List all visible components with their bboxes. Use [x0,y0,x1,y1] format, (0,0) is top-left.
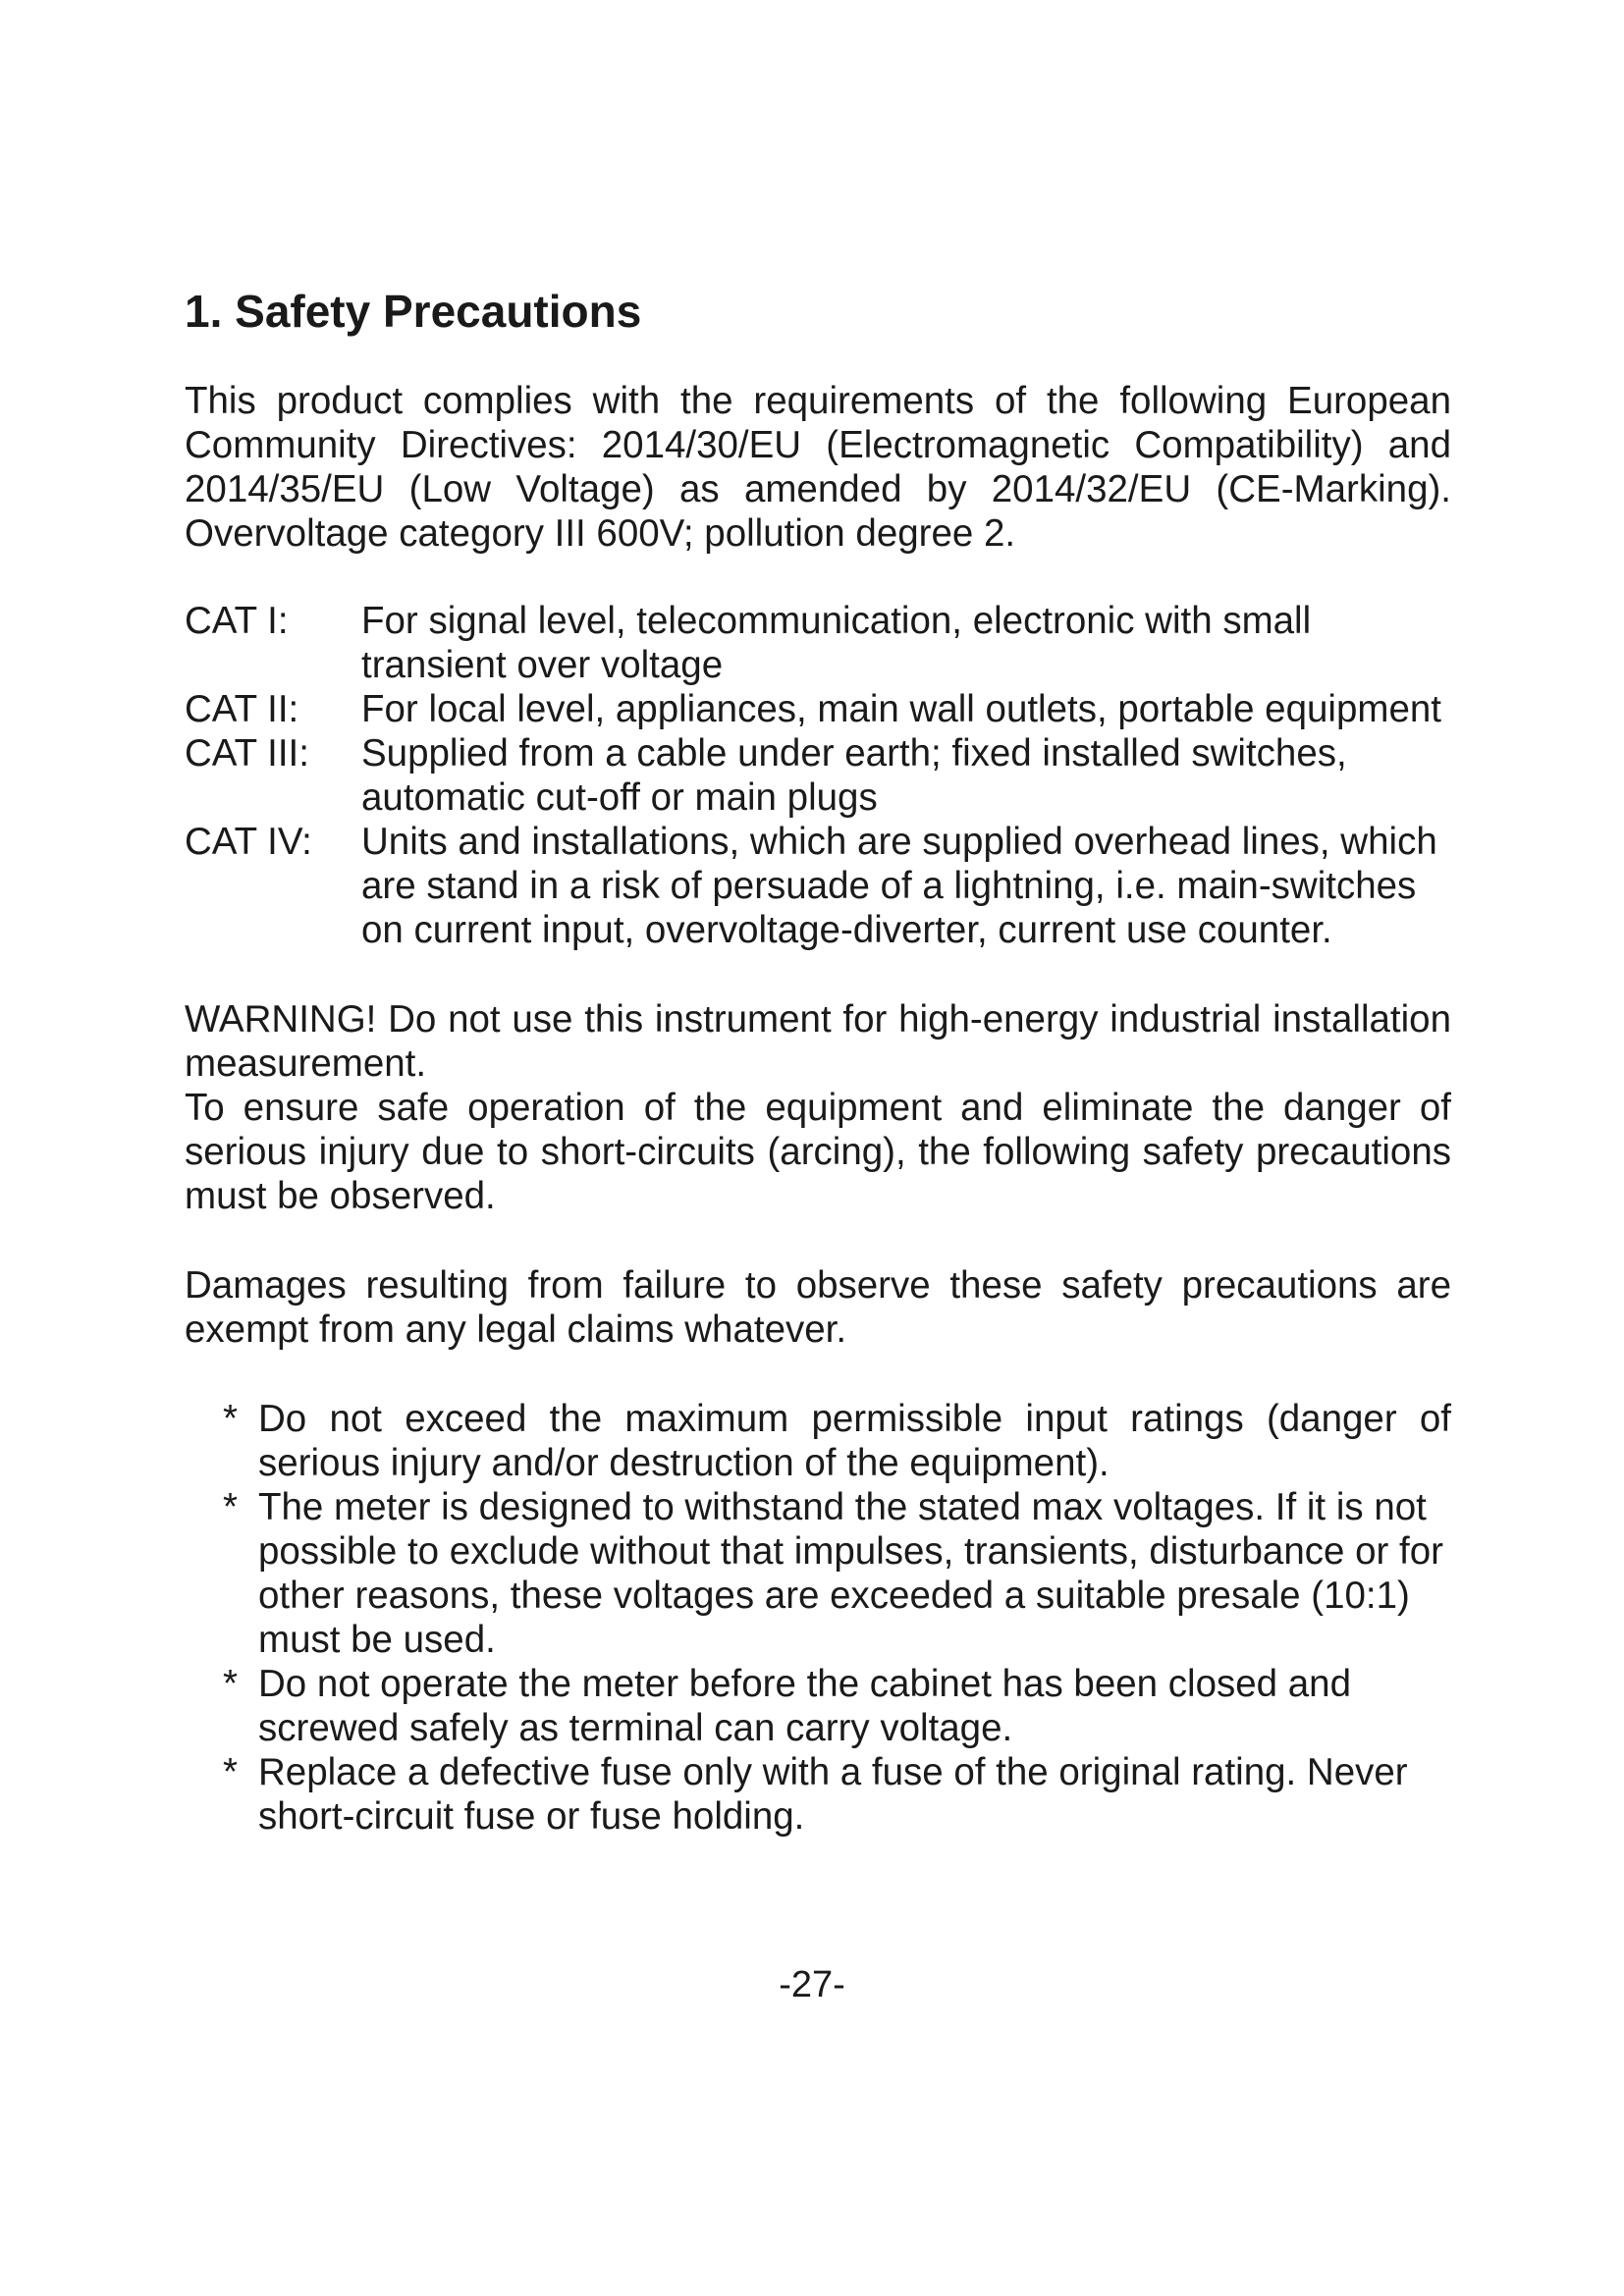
category-list [185,599,1451,952]
category-label: CAT I: [185,600,289,642]
damages-paragraph: Damages resulting from failure to observe these safety precautions are exempt from any legal claims whatever. [185,1264,1451,1351]
list-item-text: Do not operate the meter before the cabinet has been closed and screwed safely as terminal can carry voltage. [258,1663,1351,1749]
list-item-text: The meter is designed to withstand the stated max voltages. If it is not possible to exclude without that impulses, transients, disturbance or for other reasons, these voltages are exceeded a suitable presale (10:1) must be used. [258,1486,1443,1661]
category-text: For signal level, telecommunication, electronic with small transient over voltage [361,600,1312,686]
safe-operation-paragraph: To ensure safe operation of the equipment and eliminate the danger of serious injury due to short-circuits (arcing), the following safety precautions must be observed. [185,1087,1451,1217]
precautions-list [185,1397,1451,1839]
category-label: CAT III: [185,732,309,774]
category-item [185,820,1451,952]
list-item [185,1750,1451,1839]
bullet-asterisk: * [223,1486,238,1528]
list-item [185,1662,1451,1750]
category-label: CAT II: [185,688,299,730]
page-title: 1. Safety Precautions [185,286,642,337]
category-label: CAT IV: [185,821,312,863]
compliance-paragraph: This product complies with the requirements of the following European Community Directives: 2014/30/EU (Electromagnetic Compatibility) and 2014/35/EU (Low Voltage) as amended by 2014/32/EU (CE-Marking). Overvoltage category III 600V; pollution degree 2. [185,380,1451,555]
category-text: Units and installations, which are supplied overhead lines, which are stand in a risk of persuade of a lightning, i.e. main-switches on current input, overvoltage-diverter, current use counter. [361,821,1437,951]
document-page [185,285,1451,1839]
category-item [185,687,1451,731]
list-item-text: Replace a defective fuse only with a fuse of the original rating. Never short-circuit fuse or fuse holding. [258,1751,1408,1838]
bullet-asterisk: * [223,1663,238,1705]
warning-paragraph: WARNING! Do not use this instrument for high-energy industrial installation measurement. [185,998,1451,1085]
category-text: For local level, appliances, main wall outlets, portable equipment [361,688,1441,730]
bullet-asterisk: * [223,1398,238,1440]
page-number: -27- [779,1964,845,2005]
list-item [185,1485,1451,1662]
category-item [185,599,1451,687]
category-item [185,731,1451,820]
category-text: Supplied from a cable under earth; fixed installed switches, automatic cut-off or main plugs [361,732,1347,819]
list-item-text: Do not exceed the maximum permissible input ratings (danger of serious injury and/or destruction of the equipment). [258,1398,1451,1484]
list-item [185,1397,1451,1485]
bullet-asterisk: * [223,1751,238,1793]
